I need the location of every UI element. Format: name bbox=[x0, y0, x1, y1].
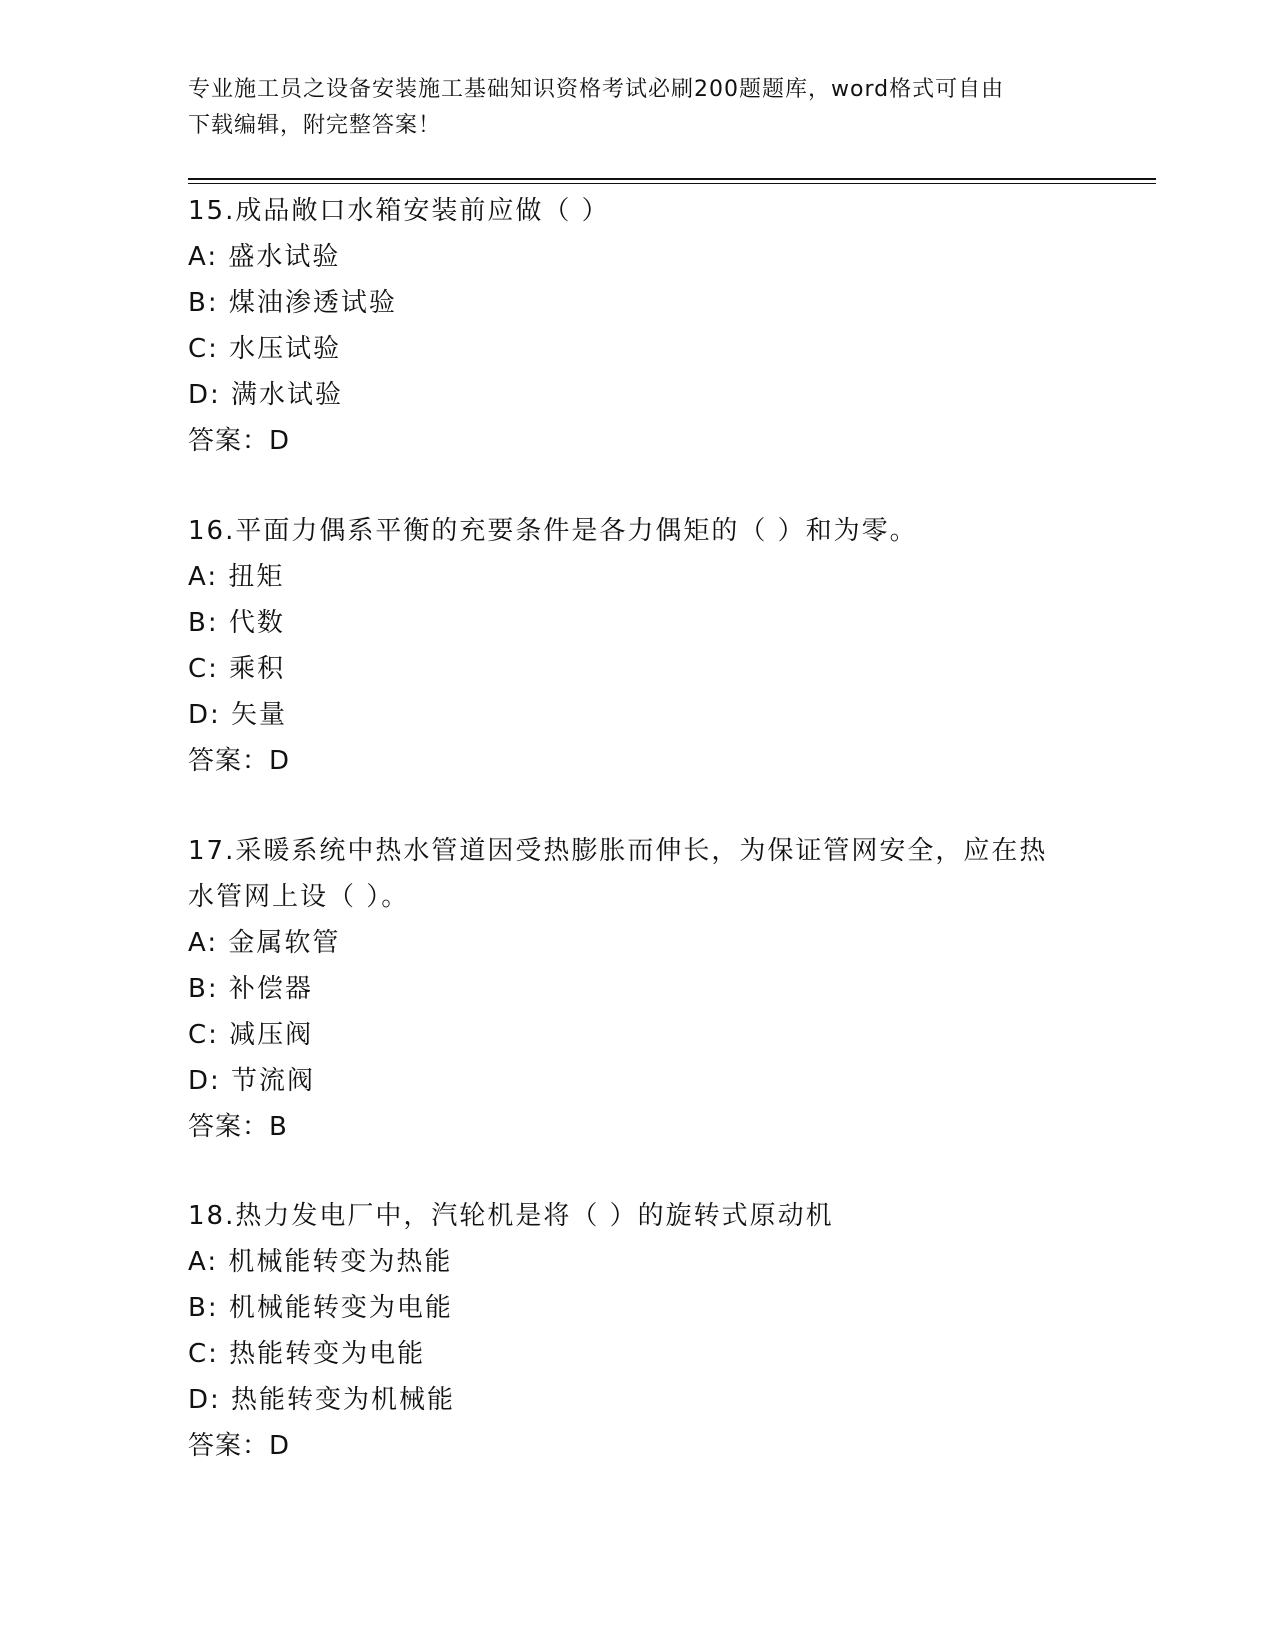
answer: 答案：D bbox=[188, 746, 291, 776]
answer: 答案：D bbox=[188, 1431, 291, 1461]
question-16 bbox=[188, 508, 1088, 784]
option-b: B: 机械能转变为电能 bbox=[188, 1293, 453, 1323]
option-c: C: 减压阀 bbox=[188, 1020, 314, 1050]
option-d: D: 节流阀 bbox=[188, 1066, 316, 1096]
option-a: A: 金属软管 bbox=[188, 928, 341, 958]
option-c: C: 乘积 bbox=[188, 654, 286, 684]
option-c: C: 水压试验 bbox=[188, 334, 342, 364]
question-15 bbox=[188, 188, 1088, 464]
option-a: A: 机械能转变为热能 bbox=[188, 1247, 453, 1277]
option-c: C: 热能转变为电能 bbox=[188, 1339, 426, 1369]
question-18 bbox=[188, 1193, 1088, 1469]
option-a: A: 盛水试验 bbox=[188, 242, 341, 272]
document-header bbox=[188, 72, 1088, 144]
question-stem: 15.成品敞口水箱安装前应做（ ） bbox=[188, 196, 610, 226]
question-17 bbox=[188, 828, 1088, 1150]
option-b: B: 代数 bbox=[188, 608, 285, 638]
header-divider-thin bbox=[188, 183, 1156, 184]
question-stem-continued: 水管网上设（ ）。 bbox=[188, 882, 410, 912]
option-d: D: 矢量 bbox=[188, 700, 288, 730]
question-stem: 16.平面力偶系平衡的充要条件是各力偶矩的（ ）和为零。 bbox=[188, 516, 918, 546]
header-line-1: 专业施工员之设备安装施工基础知识资格考试必刷200题题库，word格式可自由 bbox=[188, 77, 1005, 102]
option-a: A: 扭矩 bbox=[188, 562, 285, 592]
header-line-2: 下载编辑，附完整答案！ bbox=[188, 113, 442, 138]
option-d: D: 满水试验 bbox=[188, 380, 344, 410]
question-stem: 18.热力发电厂中，汽轮机是将（ ）的旋转式原动机 bbox=[188, 1201, 834, 1231]
option-d: D: 热能转变为机械能 bbox=[188, 1385, 456, 1415]
option-b: B: 煤油渗透试验 bbox=[188, 288, 397, 318]
answer: 答案：D bbox=[188, 426, 291, 456]
question-stem: 17.采暖系统中热水管道因受热膨胀而伸长，为保证管网安全，应在热 bbox=[188, 836, 1048, 866]
option-b: B: 补偿器 bbox=[188, 974, 313, 1004]
answer: 答案：B bbox=[188, 1112, 288, 1142]
header-divider-thick bbox=[188, 178, 1156, 180]
